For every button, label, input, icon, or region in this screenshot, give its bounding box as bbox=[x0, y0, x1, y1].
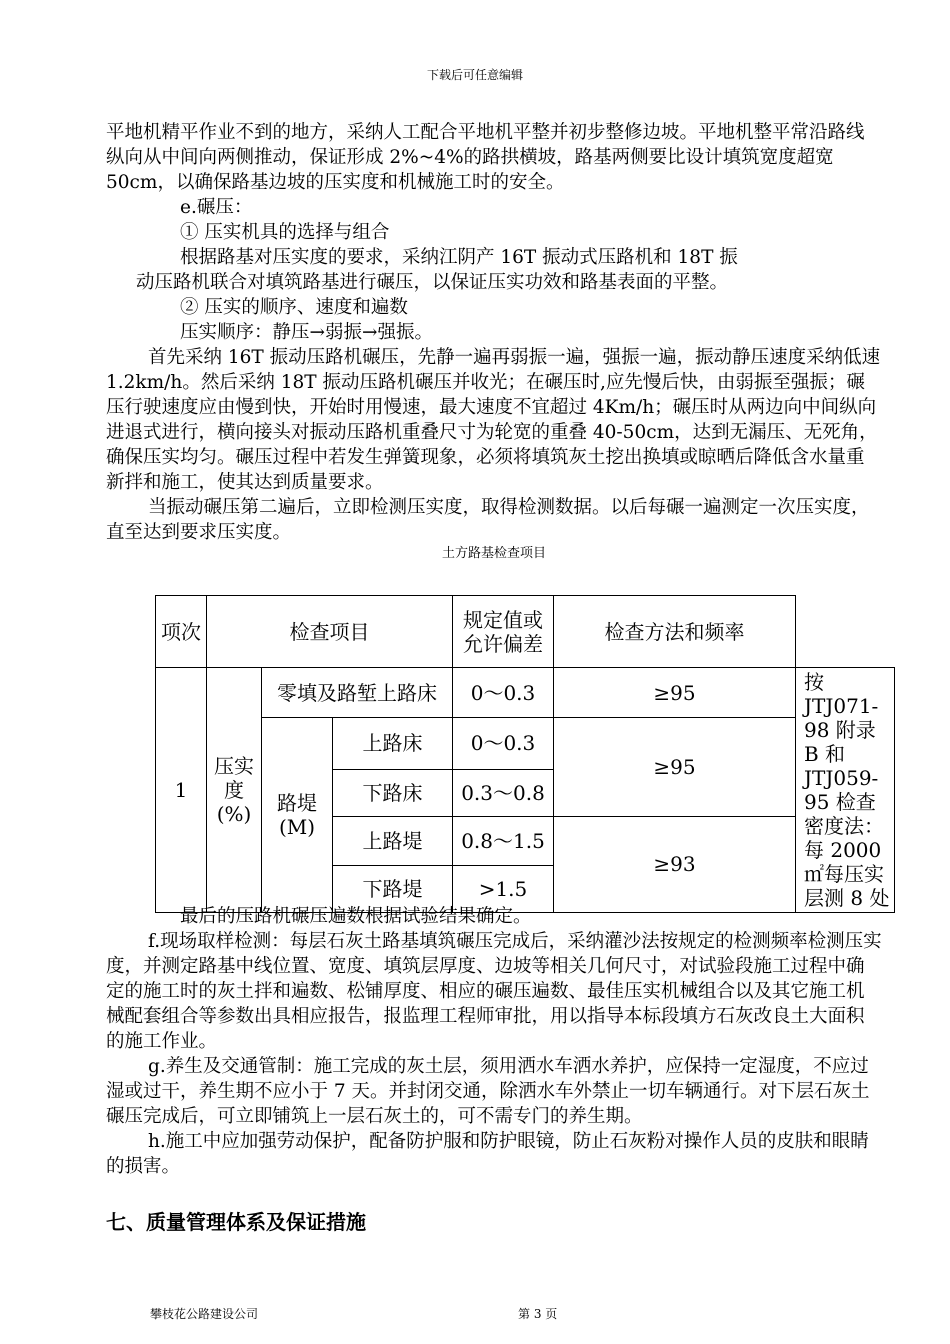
row-value: ≥95 bbox=[554, 718, 796, 817]
row-name: 上路床 bbox=[333, 718, 453, 770]
row-range: 0.3～0.8 bbox=[453, 769, 554, 816]
row-name: 下路堤 bbox=[333, 866, 453, 913]
page-number: 第 3 页 bbox=[518, 1307, 558, 1321]
header-method: 检查方法和频率 bbox=[554, 596, 796, 668]
paragraph-machinery-line2: 动压路机联合对填筑路基进行碾压，以保证压实功效和路基表面的平整。 bbox=[136, 272, 729, 293]
paragraph-final-passes: 最后的压路机碾压遍数根据试验结果确定。 bbox=[180, 906, 532, 927]
group-label-compaction: 压实度(%) bbox=[207, 668, 262, 913]
row-range: >1.5 bbox=[453, 866, 554, 913]
row-value: ≥93 bbox=[554, 816, 796, 913]
row-range: 0～0.3 bbox=[453, 718, 554, 770]
table-header-row bbox=[156, 596, 895, 668]
paragraph-leveling: 平地机精平作业不到的地方，采纳人工配合平地机平整并初步整修边坡。平地机整平常沿路线纵向从中间向两侧推动，保证形成 2%~4%的路拱横坡，路基两侧要比设计填筑宽度超宽 50cm，以确保路基边坡的压实度和机械施工时的安全。 bbox=[106, 122, 865, 193]
subheading-machinery: ① 压实机具的选择与组合 bbox=[180, 222, 390, 243]
paragraph-compaction-process: 首先采纳 16T 振动压路机碾压，先静一遍再弱振一遍，强振一遍，振动静压速度采纳低速 1.2km/h。然后采纳 18T 振动压路机碾压并收光；在碾压时,应先慢后快，由弱振至强振；碾压行驶速度应由慢到快，开始时用慢速，最大速度不宜超过 4Km/h；碾压时从两边向中间纵向进退式进行，横向接头对振动压路机重叠尺寸为轮宽的重叠 40-50cm，达到无漏压、无死角，确保压实均匀。碾压过程中若发生弹簧现象，必须将填筑灰土挖出换填或晾晒后降低含水量重新拌和施工，使其达到质量要求。 bbox=[106, 347, 881, 493]
table-row bbox=[156, 718, 895, 770]
footer-company: 攀枝花公路建设公司 bbox=[150, 1307, 259, 1321]
row-name: 零填及路堑上路床 bbox=[262, 668, 453, 718]
paragraph-h-protection: h.施工中应加强劳动保护，配备防护服和防护眼镜，防止石灰粉对操作人员的皮肤和眼睛的损害。 bbox=[106, 1131, 869, 1177]
row-range: 0.8～1.5 bbox=[453, 816, 554, 866]
paragraph-f-sampling: f.现场取样检测：每层石灰土路基填筑碾压完成后，采纳灌沙法按规定的检测频率检测压实度，并测定路基中线位置、宽度、填筑层厚度、边坡等相关几何尺寸，对试验段施工过程中确定的施工时的灰土拌和遍数、松铺厚度、相应的碾压遍数、最佳压实机械组合以及其它施工机械配套组合等参数出具相应报告，报监理工程师审批，用以指导本标段填方石灰改良土大面积的施工作业。 bbox=[106, 931, 882, 1052]
compaction-order: 压实顺序：静压→弱振→强振。 bbox=[180, 322, 434, 343]
row-value: ≥95 bbox=[554, 668, 796, 718]
row-name: 下路床 bbox=[333, 769, 453, 816]
section-heading-quality: 七、质量管理体系及保证措施 bbox=[106, 1210, 366, 1234]
inspection-table bbox=[155, 595, 895, 913]
header-check-item: 检查项目 bbox=[207, 596, 453, 668]
table-caption: 土方路基检查项目 bbox=[441, 546, 546, 561]
document-body-continued bbox=[106, 904, 882, 1179]
document-body bbox=[106, 120, 882, 562]
row-number: 1 bbox=[156, 668, 207, 913]
heading-e-compaction: e.碾压： bbox=[180, 197, 253, 218]
row-range: 0～0.3 bbox=[453, 668, 554, 718]
paragraph-machinery-line1: 根据路基对压实度的要求，采纳江阴产 16T 振动式压路机和 18T 振 bbox=[180, 247, 738, 268]
table-row bbox=[156, 668, 895, 718]
paragraph-testing: 当振动碾压第二遍后，立即检测压实度，取得检测数据。以后每碾一遍测定一次压实度，直至达到要求压实度。 bbox=[106, 497, 870, 543]
subheading-order: ② 压实的顺序、速度和遍数 bbox=[180, 297, 408, 318]
header-allowance: 规定值或允许偏差 bbox=[453, 596, 554, 668]
row-name: 上路堤 bbox=[333, 816, 453, 866]
method-cell: 按 JTJ071-98 附录 B 和 JTJ059-95 检查密度法：每 2000㎡每压实层测 8 处 bbox=[796, 668, 895, 913]
subgroup-label-embankment: 路堤(M) bbox=[262, 718, 333, 913]
paragraph-g-curing: g.养生及交通管制：施工完成的灰土层，须用洒水车洒水养护，应保持一定湿度，不应过湿或过干，养生期不应小于 7 天。并封闭交通，除洒水车外禁止一切车辆通行。对下层石灰土碾压完成后，可立即铺筑上一层石灰土的，可不需专门的养生期。 bbox=[106, 1056, 870, 1127]
page-header: 下载后可任意编辑 bbox=[426, 68, 523, 82]
header-item-no: 项次 bbox=[156, 596, 207, 668]
